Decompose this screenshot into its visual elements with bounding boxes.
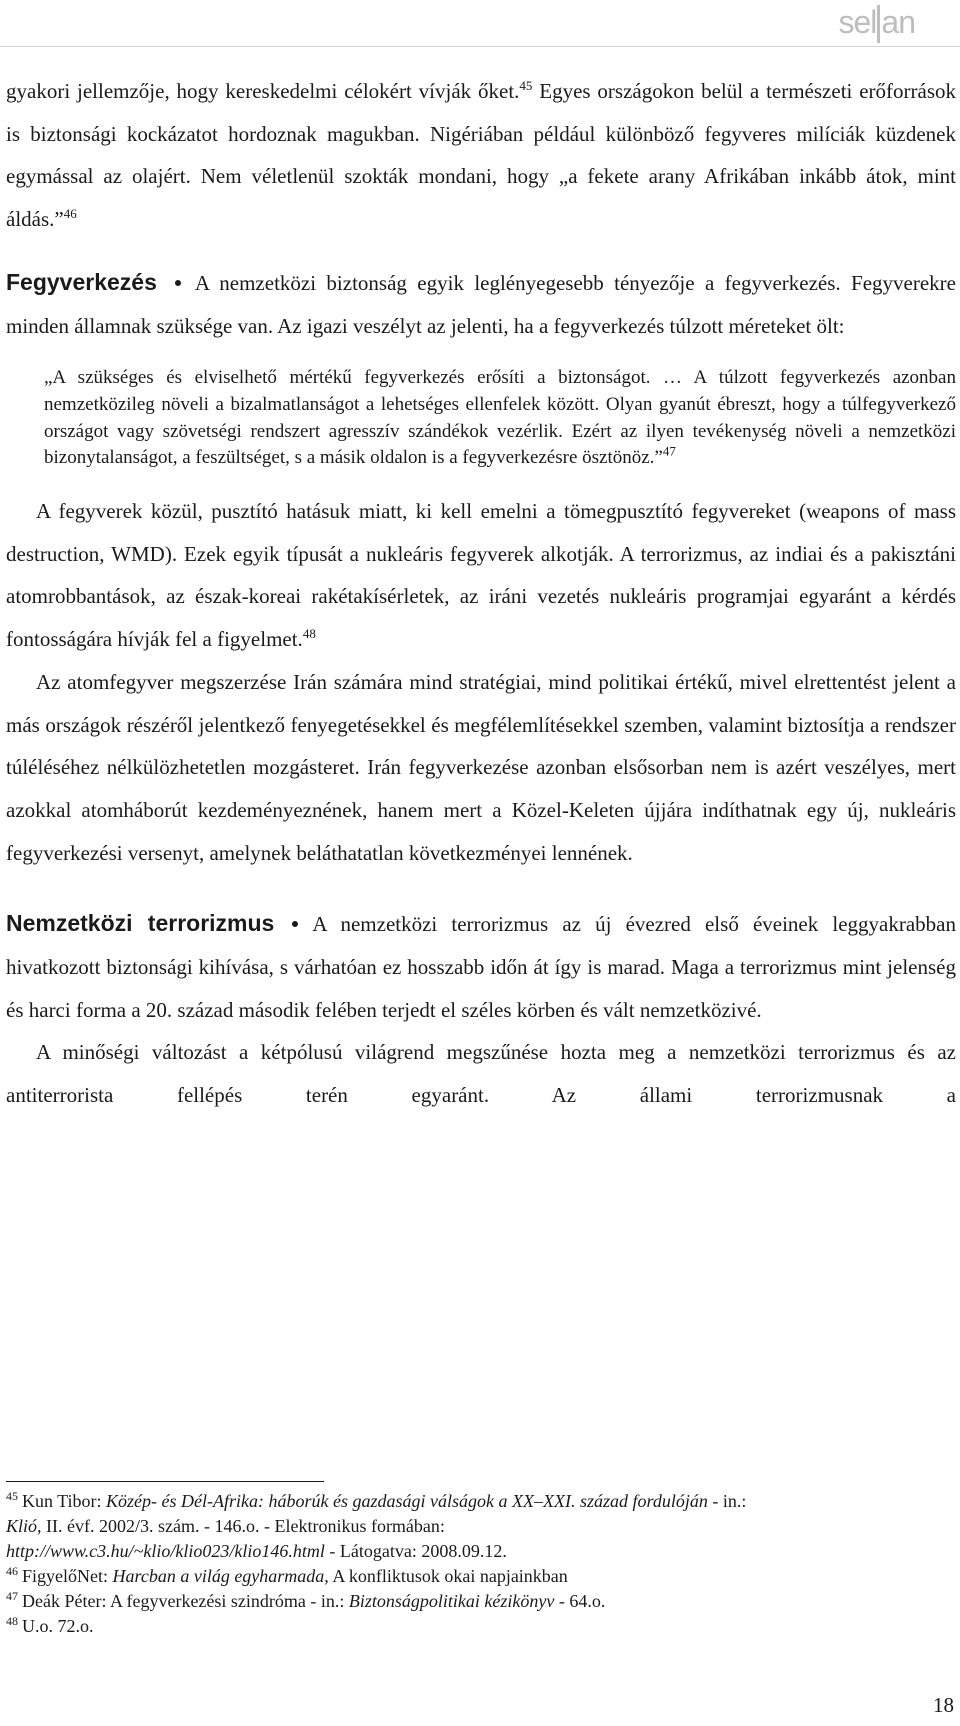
paragraph-1-text-b: Egyes országokon belül a természeti erőforrások is biztonsági kockázatot hordoznak magukban. Nigériában például különböző fegyveres milíciák küzdenek egymással az olajért. Nem véletlenül szokták mondani, hogy „a fekete arany Afrikában inkább átok, mint áldás.” <box>6 79 956 232</box>
footnote-text: U.o. 72.o. <box>22 1616 94 1636</box>
footnote-link[interactable]: http://www.c3.hu/~klio/klio023/klio146.html <box>6 1541 325 1561</box>
footnote-47 <box>6 1589 956 1614</box>
footnote-text: - Látogatva: 2008.09.12. <box>324 1541 507 1561</box>
footnote-text: - 64.o. <box>554 1591 606 1611</box>
paragraph-1-text-a: gyakori jellemzője, hogy kereskedelmi célokért vívják őket. <box>6 79 520 103</box>
footnote-text: - in.: <box>707 1491 747 1511</box>
footnote-separator <box>6 1481 324 1482</box>
paragraph-3-text: Az atomfegyver megszerzése Irán számára mind stratégiai, mind politikai értékű, mivel elrettentést jelent a más országok részéről jelentkező fenyegetésekkel és megfélemlítésekkel szemben, valamint biztosítja a rendszer túléléséhez nélkülözhetetlen mozgásteret. Irán fegyverkezése azonban elsősorban nem is azért veszélyes, mert azokkal atomháborút kezdeményeznének, hanem mert a Közel-Keleten újjára indíthatnak egy új, nukleáris fegyverkezési versenyt, amelynek beláthatatlan következményei lennének. <box>6 669 956 865</box>
footnote-ref-45[interactable]: 45 <box>519 78 533 93</box>
footnote-ref-46[interactable]: 46 <box>63 206 77 222</box>
paragraph-2 <box>6 490 956 661</box>
section-nemzetkozi-terrorizmus <box>6 902 956 1031</box>
footnote-ref-48[interactable]: 48 <box>302 626 316 642</box>
footnote-number: 45 <box>6 1489 18 1503</box>
footnote-text: FigyelőNet: <box>22 1566 113 1586</box>
section-fegyverkezes <box>6 261 956 347</box>
footnote-title: Közép- és Dél-Afrika: háborúk és gazdasági válságok a XX–XXI. század fordulóján <box>106 1491 708 1511</box>
footnote-48 <box>6 1614 956 1639</box>
section-fegyverkezes-text: A nemzetközi biztonság egyik leglényegesebb tényezője a fegyverkezés. Fegyverekre minden államnak szüksége van. Az igazi veszélyt az jelenti, ha a fegyverkezés túlzott méreteket ölt: <box>6 270 956 338</box>
paragraph-4-text: A minőségi változást a kétpólusú világrend megszűnése hozta meg a nemzetközi terrorizmus és az antiterrorista fellépés terén egyaránt. Az állami terrorizmusnak a <box>6 1040 956 1108</box>
footnote-title: Biztonságpolitikai kézikönyv <box>348 1591 555 1611</box>
block-quote <box>44 365 956 472</box>
page-body <box>6 70 956 1117</box>
section-heading-terrorizmus: Nemzetközi terrorizmus <box>6 910 275 937</box>
paragraph-2-text: A fegyverek közül, pusztító hatásuk miatt, ki kell emelni a tömegpusztító fegyvereket (weapons of mass destruction, WMD). Ezek egyik típusát a nukleáris fegyverek alkotják. A terrorizmus, az indiai és a pakisztáni atomrobbantások, az észak-koreai rakétakísérletek, az iráni vezetés nukleáris programjai egyaránt a kérdés fontosságára hívják fel a figyelmet. <box>6 499 956 652</box>
footnote-text: , II. évf. 2002/3. szám. - 146.o. - Elektronikus formában: <box>37 1516 445 1536</box>
footnote-text: Kun Tibor: <box>22 1491 107 1511</box>
footnote-text: Deák Péter: A fegyverkezési szindróma - in.: <box>22 1591 349 1611</box>
footnote-45-cont <box>6 1514 956 1539</box>
footnote-45 <box>6 1489 956 1514</box>
page-number: 18 <box>933 1693 954 1717</box>
footnote-journal: Klió <box>6 1516 38 1536</box>
footnote-46 <box>6 1564 956 1589</box>
footnote-45-link-line <box>6 1539 956 1564</box>
block-quote-text: „A szükséges és elviselhető mértékű fegyverkezés erősíti a biztonságot. … A túlzott fegyverkezés azonban nemzetközileg növeli a bizalmatlanságot a lehetséges ellenfelek között. Olyan gyanút ébreszt, hogy a túlfegyverkező országot vagy szövetségi rendszert agresszív szándékok vezérlik. Ezért az ilyen tevékenység növeli a nemzetközi bizonytalanságot, a feszültséget, s a másik oldalon is a fegyverkezésre ösztönöz.” <box>44 367 956 469</box>
footnote-ref-47[interactable]: 47 <box>662 444 676 459</box>
bullet-icon <box>292 921 298 927</box>
paragraph-4 <box>6 1031 956 1116</box>
logo-bar <box>877 5 880 43</box>
header-rule <box>0 46 960 47</box>
footnote-number: 48 <box>6 1614 18 1628</box>
publisher-logo <box>839 4 916 43</box>
section-terrorizmus-text: A nemzetközi terrorizmus az új évezred első éveinek leggyakrabban hivatkozott biztonsági kihívása, s várhatóan ez hosszabb időn át így is marad. Maga a terrorizmus mint jelenség és harci forma a 20. század második felében terjedt el széles körben és vált nemzetközivé. <box>6 912 956 1022</box>
bullet-icon <box>175 280 181 286</box>
section-heading-fegyverkezes: Fegyverkezés <box>6 268 157 295</box>
footnote-text: A konfliktusok okai napjainkban <box>332 1566 568 1586</box>
logo-text-left: sel <box>838 4 877 40</box>
logo-text-right: an <box>881 4 915 40</box>
footnote-number: 46 <box>6 1564 18 1578</box>
footnote-title: Harcban a világ egyharmada, <box>112 1566 329 1586</box>
footnotes <box>6 1489 956 1639</box>
footnote-number: 47 <box>6 1589 18 1603</box>
paragraph-1 <box>6 70 956 241</box>
paragraph-3 <box>6 661 956 875</box>
